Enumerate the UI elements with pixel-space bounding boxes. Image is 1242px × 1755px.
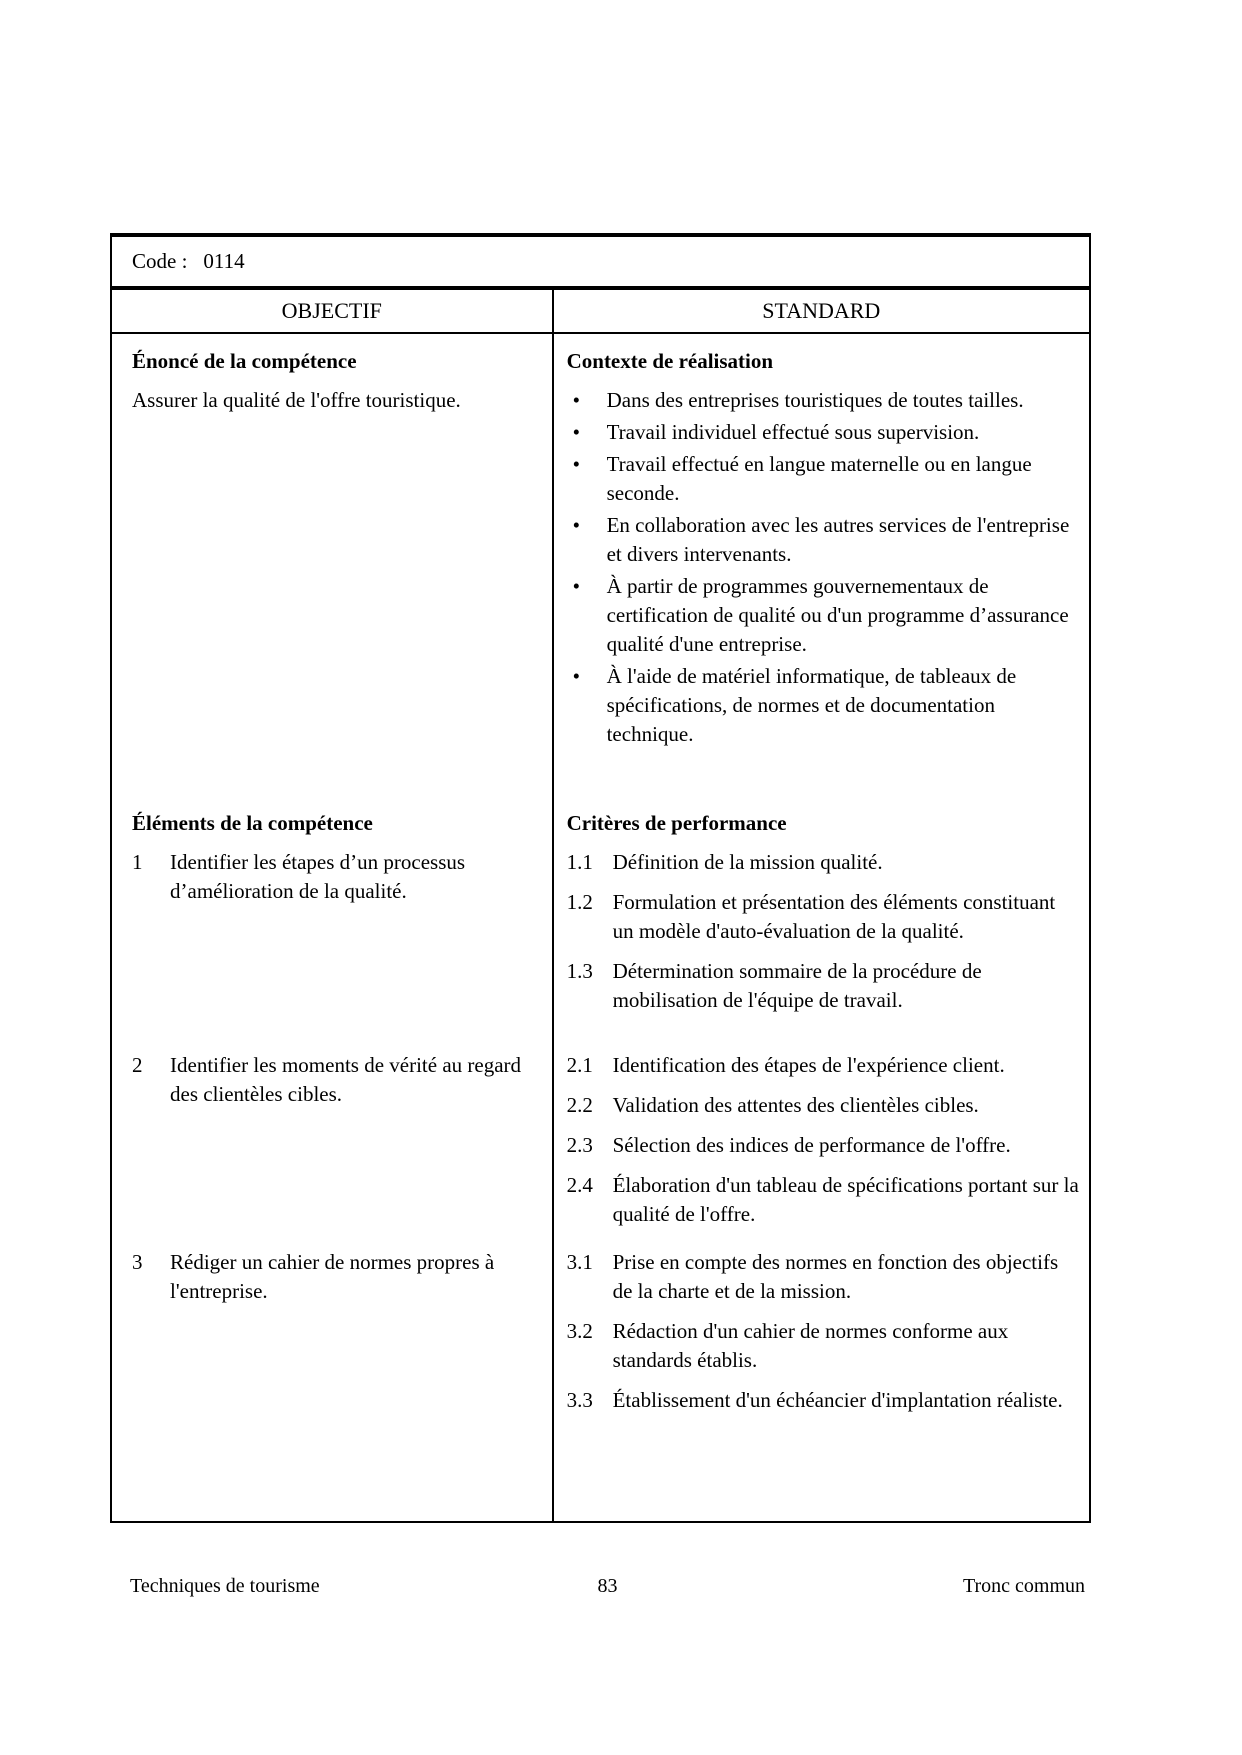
criteres-cell [554,1051,1089,1248]
elements-cell [112,796,554,1051]
criterion-item [567,957,1079,1015]
competency-table [110,233,1091,1523]
bullet-text: Travail effectué en langue maternelle ou en langue seconde. [606,452,1032,505]
column-header-row [112,290,1089,334]
code-value: 0114 [203,249,245,273]
column-header-standard: STANDARD [762,298,881,323]
criterion-item [567,1248,1079,1306]
code-row [112,237,1089,290]
criterion-number: 2.2 [566,1093,593,1117]
criterion-number: 2.1 [566,1053,593,1077]
element-number: 1 [132,850,143,874]
bullet-text: À partir de programmes gouvernementaux de certification de qualité ou d'un programme d’assurance qualité d'une entreprise. [606,574,1069,656]
element-text: Rédiger un cahier de normes propres à l'entreprise. [170,1250,495,1303]
code-label: Code : [132,249,188,273]
context-bullet [567,386,1079,415]
criteres-title: Critères de performance [566,811,787,835]
criterion-text: Identification des étapes de l'expérience client. [612,1053,1005,1077]
context-bullet [567,511,1079,569]
footer-page-number: 83 [597,1575,618,1597]
criterion-item [567,1171,1079,1229]
criterion-number: 3.3 [566,1388,593,1412]
bullet-icon: • [572,420,580,444]
bullet-icon: • [572,513,580,537]
element-text: Identifier les moments de vérité au regard des clientèles cibles. [170,1053,522,1106]
element-item [132,1051,532,1109]
criterion-text: Établissement d'un échéancier d'implantation réaliste. [612,1388,1063,1412]
criterion-number: 1.3 [566,959,593,983]
section-element-2 [112,1051,1089,1248]
criteres-cell [554,1248,1089,1521]
criterion-number: 3.1 [566,1250,593,1274]
section-enonce-contexte [112,334,1089,796]
column-header-objectif: OBJECTIF [112,290,554,332]
elements-cell [112,1051,554,1248]
criterion-number: 2.4 [566,1173,593,1197]
criterion-text: Validation des attentes des clientèles cibles. [612,1093,979,1117]
criterion-number: 2.3 [566,1133,593,1157]
enonce-text: Assurer la qualité de l'offre touristique. [132,388,461,412]
bullet-icon: • [572,664,580,688]
footer-document-title: Techniques de tourisme [130,1575,320,1597]
context-bullet [567,572,1079,659]
enonce-title: Énoncé de la compétence [132,349,357,373]
criterion-text: Détermination sommaire de la procédure de mobilisation de l'équipe de travail. [612,959,982,1012]
criterion-item [567,1131,1079,1160]
context-bullet [567,450,1079,508]
bullet-text: À l'aide de matériel informatique, de tableaux de spécifications, de normes et de documentation technique. [606,664,1017,746]
criterion-text: Prise en compte des normes en fonction des objectifs de la charte et de la mission. [612,1250,1059,1303]
criterion-item [567,1051,1079,1080]
enonce-cell [112,334,554,796]
criterion-number: 3.2 [566,1319,593,1343]
bullet-icon: • [572,388,580,412]
criterion-text: Définition de la mission qualité. [612,850,883,874]
criterion-number: 1.2 [566,890,593,914]
criteres-cell [554,796,1089,1051]
bullet-text: Travail individuel effectué sous supervision. [606,420,980,444]
bullet-text: Dans des entreprises touristiques de toutes tailles. [606,388,1024,412]
element-item [132,1248,532,1306]
element-text: Identifier les étapes d’un processus d’amélioration de la qualité. [170,850,466,903]
criterion-item [567,1091,1079,1120]
criterion-item [567,1317,1079,1375]
page-footer [110,1572,1091,1601]
criterion-item [567,888,1079,946]
criterion-text: Élaboration d'un tableau de spécifications portant sur la qualité de l'offre. [612,1173,1079,1226]
footer-section-name: Tronc commun [962,1575,1085,1597]
context-bullet [567,662,1079,749]
context-bullet [567,418,1079,447]
criterion-text: Rédaction d'un cahier de normes conforme aux standards établis. [612,1319,1009,1372]
elements-cell [112,1248,554,1521]
bullet-text: En collaboration avec les autres services de l'entreprise et divers intervenants. [606,513,1070,566]
contexte-cell [554,334,1089,796]
criterion-text: Formulation et présentation des éléments constituant un modèle d'auto-évaluation de la qualité. [612,890,1056,943]
element-number: 2 [132,1053,143,1077]
criterion-text: Sélection des indices de performance de l'offre. [612,1133,1011,1157]
element-item [132,848,532,906]
criterion-item [567,848,1079,877]
section-element-1 [112,796,1089,1051]
bullet-icon: • [572,574,580,598]
bullet-icon: • [572,452,580,476]
criterion-item [567,1386,1079,1415]
criterion-number: 1.1 [566,850,593,874]
section-element-3 [112,1248,1089,1521]
contexte-title: Contexte de réalisation [566,349,774,373]
element-number: 3 [132,1250,143,1274]
elements-title: Éléments de la compétence [132,811,373,835]
